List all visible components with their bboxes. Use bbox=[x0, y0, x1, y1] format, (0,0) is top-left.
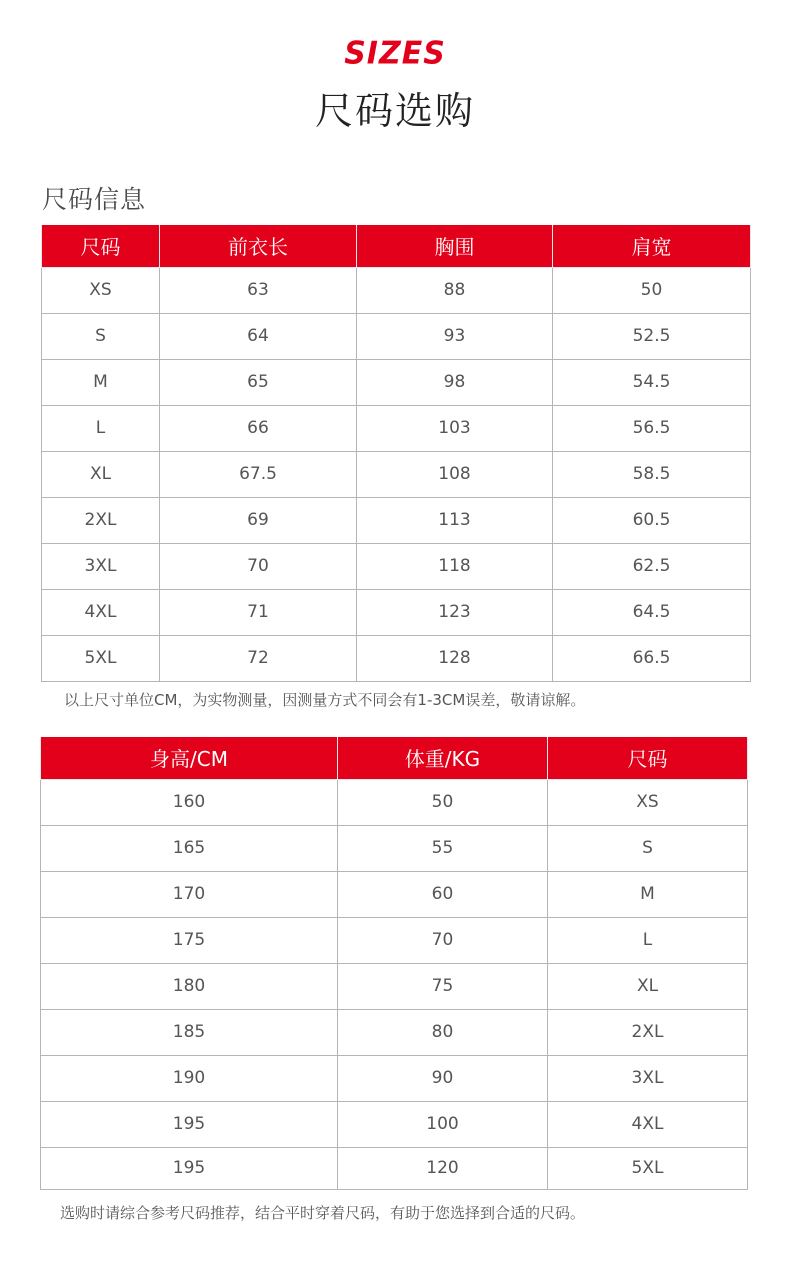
table-row bbox=[41, 917, 748, 963]
table-cell: 65 bbox=[160, 359, 357, 405]
size-info-table bbox=[41, 225, 751, 682]
table-cell: 75 bbox=[338, 963, 548, 1009]
table-cell: 103 bbox=[357, 405, 553, 451]
table-cell: 100 bbox=[338, 1101, 548, 1147]
table-cell: 113 bbox=[357, 497, 553, 543]
recommendation-note: 选购时请综合参考尺码推荐，结合平时穿着尺码，有助于您选择到合适的尺码。 bbox=[60, 1204, 586, 1222]
table-cell: 70 bbox=[160, 543, 357, 589]
table-cell: L bbox=[42, 405, 160, 451]
table-cell: 185 bbox=[41, 1009, 338, 1055]
table-row bbox=[42, 267, 751, 313]
size-table-header-cell: 前衣长 bbox=[160, 225, 357, 267]
table-row bbox=[42, 497, 751, 543]
table-cell: 98 bbox=[357, 359, 553, 405]
table-cell: M bbox=[548, 871, 748, 917]
table-cell: 63 bbox=[160, 267, 357, 313]
table-row bbox=[41, 1055, 748, 1101]
table-row bbox=[42, 635, 751, 681]
table-cell: 195 bbox=[41, 1147, 338, 1189]
table-cell: 4XL bbox=[548, 1101, 748, 1147]
table-row bbox=[42, 589, 751, 635]
table-cell: 66.5 bbox=[553, 635, 751, 681]
table-row bbox=[42, 359, 751, 405]
size-recommend-table bbox=[40, 737, 748, 1190]
table-cell: 66 bbox=[160, 405, 357, 451]
table-cell: S bbox=[42, 313, 160, 359]
table-cell: 60 bbox=[338, 871, 548, 917]
table-cell: 3XL bbox=[548, 1055, 748, 1101]
table-cell: 160 bbox=[41, 779, 338, 825]
table-cell: 5XL bbox=[548, 1147, 748, 1189]
table-cell: 58.5 bbox=[553, 451, 751, 497]
rec-table-header-cell: 身高/CM bbox=[41, 737, 338, 779]
table-row bbox=[42, 543, 751, 589]
size-table-header-row bbox=[42, 225, 751, 267]
table-row bbox=[41, 825, 748, 871]
table-cell: 54.5 bbox=[553, 359, 751, 405]
table-cell: XS bbox=[42, 267, 160, 313]
table-cell: 175 bbox=[41, 917, 338, 963]
table-cell: 5XL bbox=[42, 635, 160, 681]
table-cell: 2XL bbox=[42, 497, 160, 543]
table-cell: 108 bbox=[357, 451, 553, 497]
table-cell: 190 bbox=[41, 1055, 338, 1101]
table-cell: 118 bbox=[357, 543, 553, 589]
table-cell: 123 bbox=[357, 589, 553, 635]
table-cell: L bbox=[548, 917, 748, 963]
sizes-heading-cn: 尺码选购 bbox=[314, 89, 475, 133]
table-cell: 165 bbox=[41, 825, 338, 871]
rec-table-header-cell: 体重/KG bbox=[338, 737, 548, 779]
table-row bbox=[41, 1101, 748, 1147]
sizes-heading-en: SIZES bbox=[344, 35, 446, 72]
section-title-size-info: 尺码信息 bbox=[42, 185, 147, 214]
table-cell: 180 bbox=[41, 963, 338, 1009]
table-cell: 62.5 bbox=[553, 543, 751, 589]
measurement-note: 以上尺寸单位CM，为实物测量，因测量方式不同会有1-3CM误差，敬请谅解。 bbox=[64, 691, 586, 709]
table-cell: XL bbox=[42, 451, 160, 497]
table-cell: 2XL bbox=[548, 1009, 748, 1055]
table-row bbox=[42, 313, 751, 359]
table-row bbox=[42, 451, 751, 497]
table-row bbox=[42, 405, 751, 451]
table-cell: 69 bbox=[160, 497, 357, 543]
table-cell: 72 bbox=[160, 635, 357, 681]
table-cell: S bbox=[548, 825, 748, 871]
table-row bbox=[41, 1009, 748, 1055]
table-cell: 93 bbox=[357, 313, 553, 359]
table-cell: 90 bbox=[338, 1055, 548, 1101]
table-cell: 55 bbox=[338, 825, 548, 871]
table-cell: 71 bbox=[160, 589, 357, 635]
table-cell: 52.5 bbox=[553, 313, 751, 359]
table-cell: XL bbox=[548, 963, 748, 1009]
table-cell: 50 bbox=[553, 267, 751, 313]
table-cell: 50 bbox=[338, 779, 548, 825]
table-cell: 128 bbox=[357, 635, 553, 681]
table-cell: M bbox=[42, 359, 160, 405]
table-cell: 64 bbox=[160, 313, 357, 359]
table-cell: 170 bbox=[41, 871, 338, 917]
table-row bbox=[41, 871, 748, 917]
table-row bbox=[41, 779, 748, 825]
size-table-header-cell: 尺码 bbox=[42, 225, 160, 267]
table-cell: 3XL bbox=[42, 543, 160, 589]
table-row bbox=[41, 1147, 748, 1189]
table-cell: 60.5 bbox=[553, 497, 751, 543]
table-cell: 56.5 bbox=[553, 405, 751, 451]
rec-table-header-cell: 尺码 bbox=[548, 737, 748, 779]
table-cell: 70 bbox=[338, 917, 548, 963]
table-cell: XS bbox=[548, 779, 748, 825]
table-cell: 88 bbox=[357, 267, 553, 313]
rec-table-header-row bbox=[41, 737, 748, 779]
table-cell: 80 bbox=[338, 1009, 548, 1055]
size-table-header-cell: 肩宽 bbox=[553, 225, 751, 267]
table-cell: 195 bbox=[41, 1101, 338, 1147]
size-table-header-cell: 胸围 bbox=[357, 225, 553, 267]
table-cell: 120 bbox=[338, 1147, 548, 1189]
table-row bbox=[41, 963, 748, 1009]
table-cell: 4XL bbox=[42, 589, 160, 635]
table-cell: 64.5 bbox=[553, 589, 751, 635]
table-cell: 67.5 bbox=[160, 451, 357, 497]
